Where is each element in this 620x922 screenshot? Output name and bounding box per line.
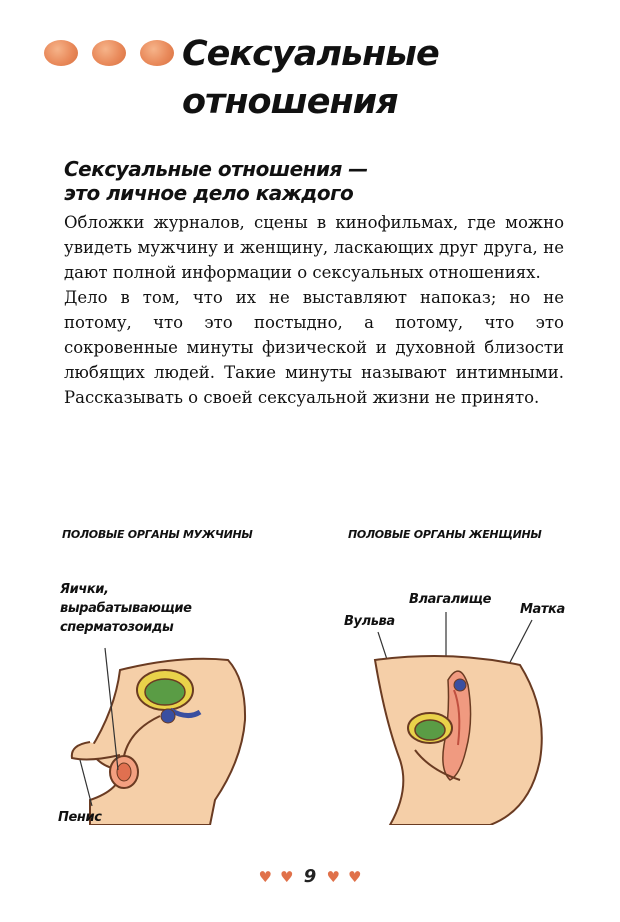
paragraph-1: Обложки журналов, сцены в кинофильмах, где можно увидеть мужчину и женщину, ласкающих друг друга, не дают полной информации о сексуальных отношениях. [64, 213, 564, 282]
label-testes-line-2: вырабатывающие [60, 601, 192, 616]
female-anatomy-illustration [370, 650, 550, 825]
label-vagina: Влагалище [409, 592, 491, 607]
label-penis: Пенис [58, 810, 102, 825]
label-testes-line-3: сперматозоиды [60, 620, 174, 635]
page-number: 9 [303, 866, 317, 887]
heart-icon: ♥ [258, 868, 272, 886]
label-testes [60, 580, 192, 637]
page-title-line-2: отношения [182, 82, 398, 122]
female-figure-caption: ПОЛОВЫЕ ОРГАНЫ ЖЕНЩИНЫ [348, 528, 542, 541]
label-uterus: Матка [520, 602, 565, 617]
page-title-line-1: Сексуальные [182, 34, 439, 74]
paragraph-2: Дело в том, что их не выставляют напоказ; но не потому, что это постыдно, а потому, что это сокровенные минуты физической и духовной близости любящих людей. Такие минуты называют интимными. Рассказывать о своей сексуальной жизни не принято. [64, 288, 564, 407]
section-subtitle-line-1: Сексуальные отношения — [64, 157, 368, 181]
male-figure-caption: ПОЛОВЫЕ ОРГАНЫ МУЖЧИНЫ [62, 528, 253, 541]
label-testes-line-1: Яички, [60, 582, 109, 597]
heart-icon: ♥ [280, 868, 294, 886]
page-number-footer [0, 866, 620, 887]
heart-icon: ♥ [326, 868, 340, 886]
section-subtitle-line-2: это личное дело каждого [64, 181, 354, 205]
heart-icon: ♥ [348, 868, 362, 886]
label-vulva: Вульва [344, 614, 395, 629]
